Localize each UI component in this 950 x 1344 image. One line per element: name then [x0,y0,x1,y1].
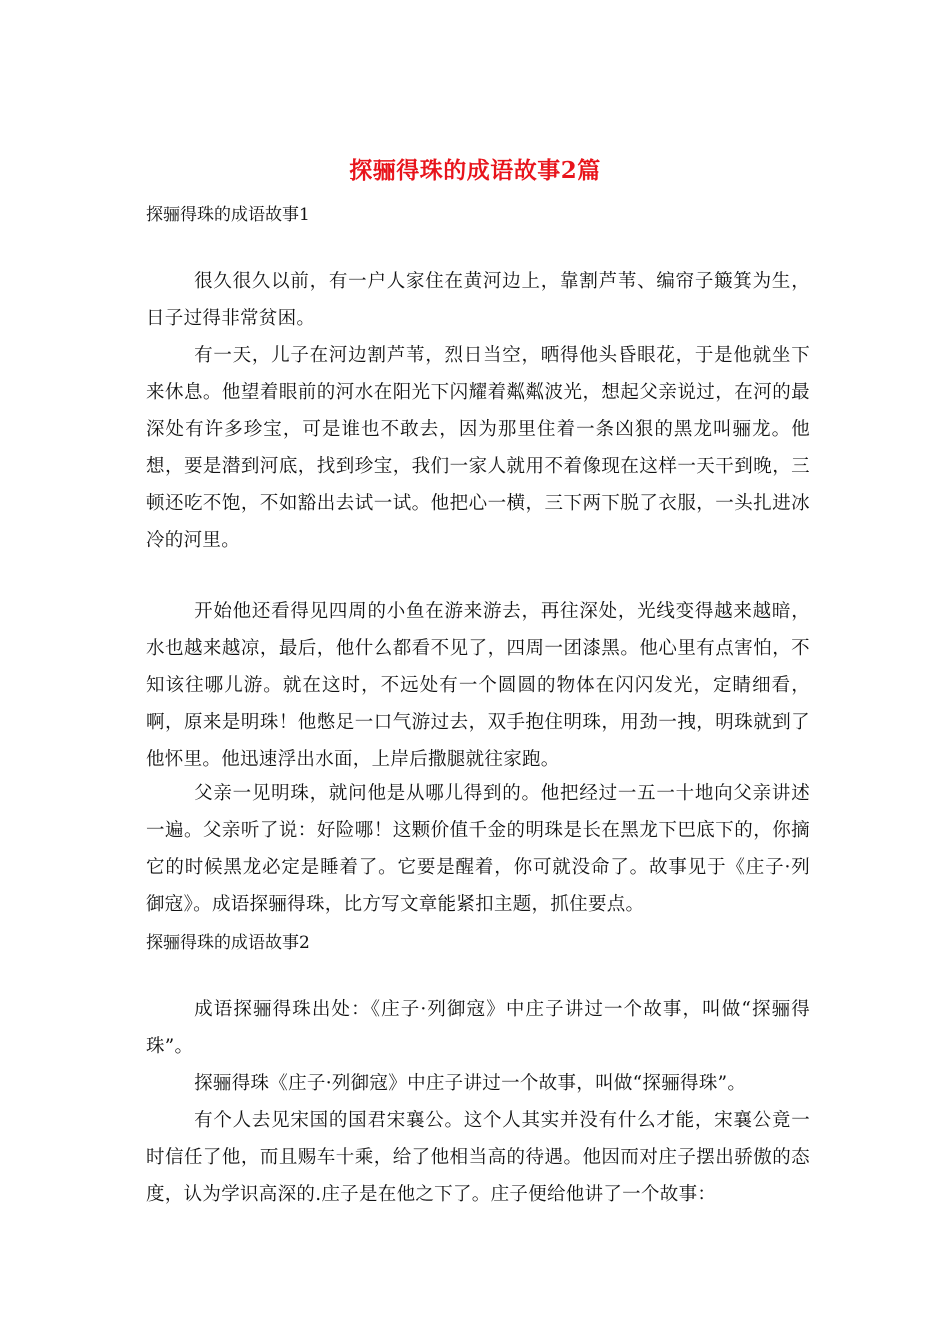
story2-heading: 探骊得珠的成语故事2 [146,933,310,953]
story1-paragraph-3: 开始他还看得见四周的小鱼在游来游去，再往深处，光线变得越来越暗，水也越来越凉，最后，他什么都看不见了，四周一团漆黑。他心里有点害怕，不知该往哪儿游。就在这时，不远处有一个圆圆的物体在闪闪发光，定睛细看，啊，原来是明珠！他憋足一口气游过去，双手抱住明珠，用劲一拽，明珠就到了他怀里。他迅速浮出水面，上岸后撒腿就往家跑。 [146,601,810,770]
story2-paragraph-3: 有个人去见宋国的国君宋襄公。这个人其实并没有什么才能，宋襄公竟一时信任了他，而且赐车十乘，给了他相当高的待遇。他因而对庄子摆出骄傲的态度，认为学识高深的.庄子是在他之下了。庄子便给他讲了一个故事： [146,1110,810,1205]
story1-paragraph-1: 很久很久以前，有一户人家住在黄河边上，靠割芦苇、编帘子簸箕为生，日子过得非常贫困。 [146,271,810,329]
story2-paragraph-2: 探骊得珠《庄子·列御寇》中庄子讲过一个故事，叫做“探骊得珠”。 [194,1073,747,1094]
document-title: 探骊得珠的成语故事2篇 [349,157,601,184]
story1-paragraph-4: 父亲一见明珠，就问他是从哪儿得到的。他把经过一五一十地向父亲讲述一遍。父亲听了说：好险哪！这颗价值千金的明珠是长在黑龙下巴底下的，你摘它的时候黑龙必定是睡着了。它要是醒着，你可就没命了。故事见于《庄子·列御寇》。成语探骊得珠，比方写文章能紧扣主题，抓住要点。 [146,783,810,915]
story1-heading: 探骊得珠的成语故事1 [146,205,310,225]
story1-paragraph-2: 有一天，儿子在河边割芦苇，烈日当空，晒得他头昏眼花，于是他就坐下来休息。他望着眼前的河水在阳光下闪耀着粼粼波光，想起父亲说过，在河的最深处有许多珍宝，可是谁也不敢去，因为那里住着一条凶狠的黑龙叫骊龙。他想，要是潜到河底，找到珍宝，我们一家人就用不着像现在这样一天干到晚，三顿还吃不饱，不如豁出去试一试。他把心一横，三下两下脱了衣服，一头扎进冰冷的河里。 [146,345,810,551]
story2-paragraph-1: 成语探骊得珠出处：《庄子·列御寇》中庄子讲过一个故事，叫做“探骊得珠”。 [146,999,810,1057]
